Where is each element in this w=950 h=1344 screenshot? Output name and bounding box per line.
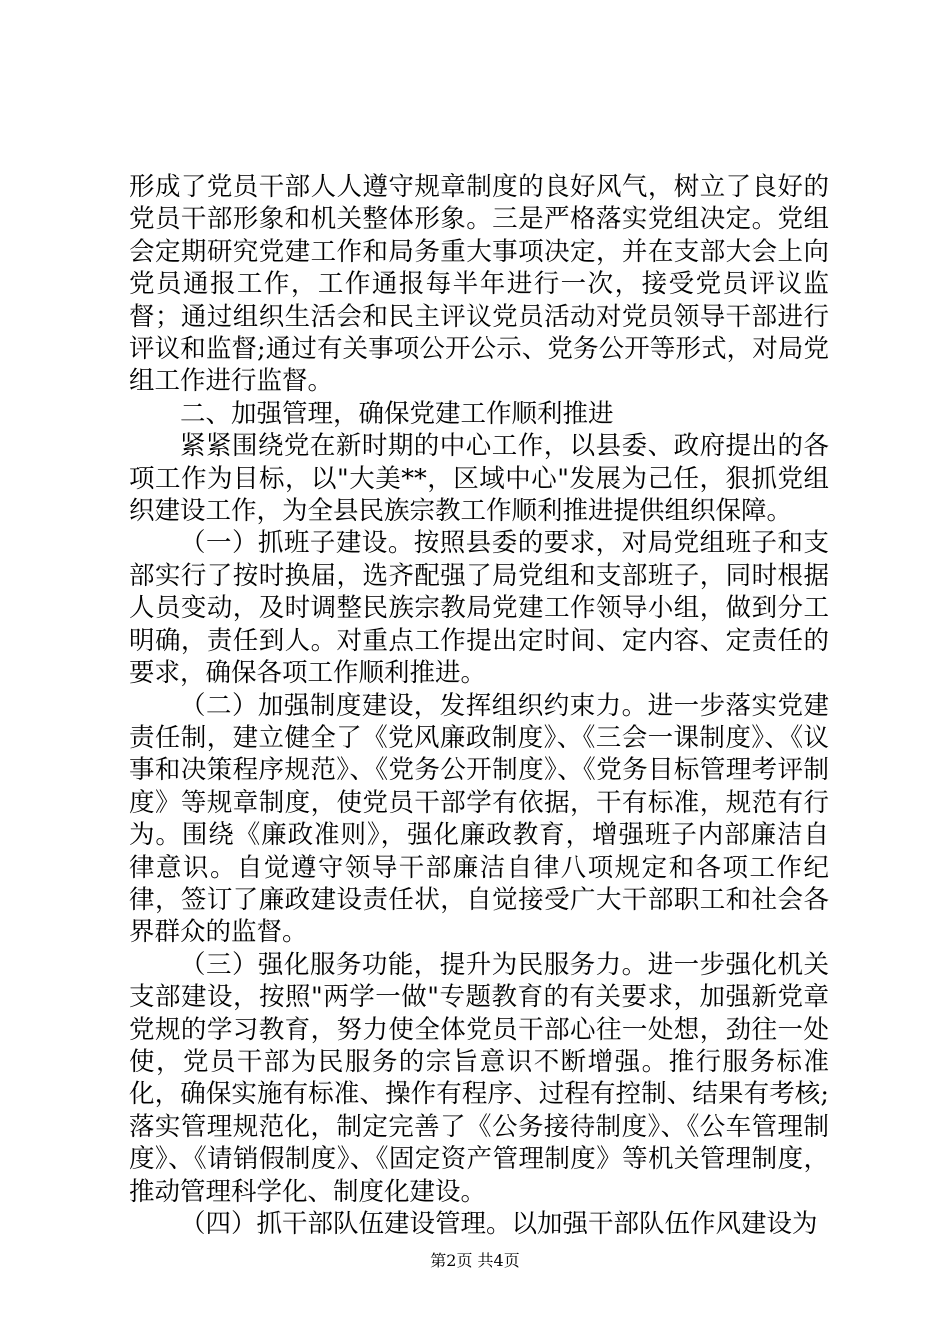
section-heading: 二、加强管理，确保党建工作顺利推进 bbox=[180, 398, 614, 429]
body-paragraph: 紧紧围绕党在新时期的中心工作，以县委、政府提出的各项工作为目标，以"大美**，区域中心"发展为己任，狠抓党组织建设工作，为全县民族宗教工作顺利推进提供组织保障。 bbox=[129, 431, 829, 527]
document-body bbox=[129, 171, 829, 1240]
body-paragraph: （二）加强制度建设，发挥组织约束力。进一步落实党建责任制，建立健全了《党风廉政制度》、《三会一课制度》、《议事和决策程序规范》、《党务公开制度》、《党务目标管理考评制度》等规章制度，使党员干部学有依据，干有标准，规范有行为。围绕《廉政准则》，强化廉政教育，增强班子内部廉洁自律意识。自觉遵守领导干部廉洁自律八项规定和各项工作纪律，签订了廉政建设责任状，自觉接受广大干部职工和社会各界群众的监督。 bbox=[129, 690, 829, 948]
body-paragraph: （四）抓干部队伍建设管理。以加强干部队伍作风建设为 bbox=[180, 1209, 818, 1239]
body-paragraph: （一）抓班子建设。按照县委的要求，对局党组班子和支部实行了按时换届，选齐配强了局党组和支部班子，同时根据人员变动，及时调整民族宗教局党建工作领导小组，做到分工明确，责任到人。对重点工作提出定时间、定内容、定责任的要求，确保各项工作顺利推进。 bbox=[129, 528, 829, 689]
body-paragraph: （三）强化服务功能，提升为民服务力。进一步强化机关支部建设，按照"两学一做"专题教育的有关要求，加强新党章党规的学习教育，努力使全体党员干部心往一处想，劲往一处使，党员干部为民服务的宗旨意识不断增强。推行服务标准化，确保实施有标准、操作有程序、过程有控制、结果有考核;落实管理规范化，制定完善了《公务接待制度》、《公车管理制度》、《请销假制度》、《固定资产管理制度》等机关管理制度，推动管理科学化、制度化建设。 bbox=[129, 949, 829, 1207]
page-number-footer: 第2页 共4页 bbox=[430, 1251, 520, 1270]
body-paragraph-continuation: 形成了党员干部人人遵守规章制度的良好风气，树立了良好的党员干部形象和机关整体形象。三是严格落实党组决定。党组会定期研究党建工作和局务重大事项决定，并在支部大会上向党员通报工作，工作通报每半年进行一次，接受党员评议监督；通过组织生活会和民主评议党员活动对党员领导干部进行评议和监督;通过有关事项公开公示、党务公开等形式，对局党组工作进行监督。 bbox=[129, 172, 829, 397]
